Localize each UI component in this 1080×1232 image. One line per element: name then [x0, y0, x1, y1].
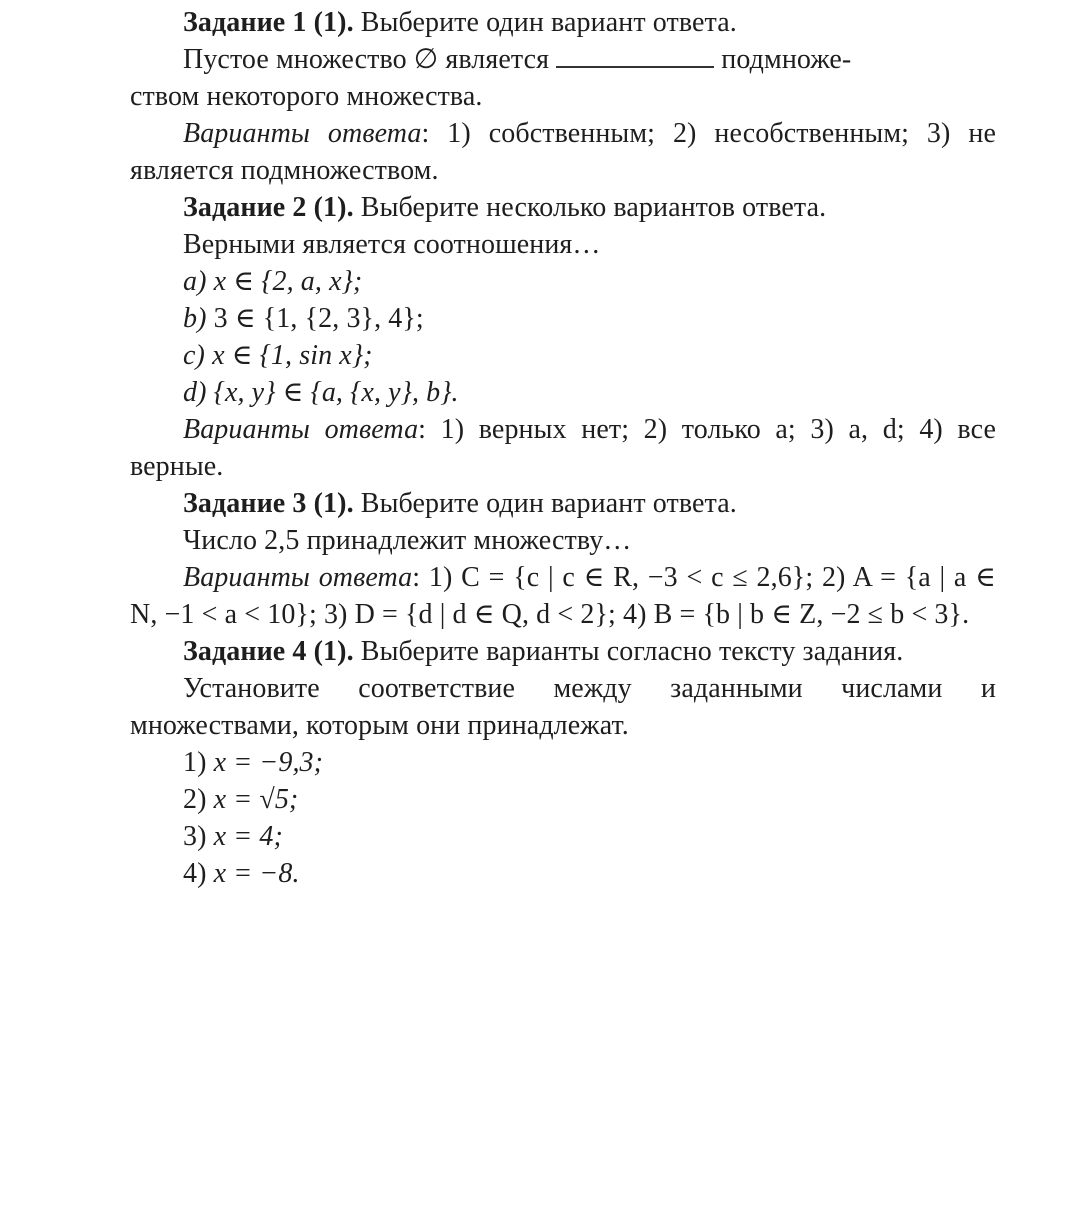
task-3-question: Число 2,5 принадлежит множеству… — [183, 525, 632, 556]
task-1-question-after-blank: подмноже- — [721, 44, 852, 75]
task-3-answer-2: 2) A = {a | a ∈ N, −1 < a < 10}; — [130, 562, 996, 630]
task-1-instruction: Выберите один вариант ответа. — [360, 7, 737, 38]
task-1-answers — [130, 115, 996, 189]
task-4-question: Установите соответствие между заданными числами и множествами, которым они принадлежат. — [130, 673, 996, 741]
task-1-answers-label: Варианты ответа — [183, 118, 422, 149]
answer-blank — [556, 44, 714, 68]
task-1-question-continuation: ством некоторого множества. — [130, 81, 483, 112]
task-3-instruction: Выберите один вариант ответа. — [360, 488, 737, 519]
task-1-header — [130, 4, 996, 41]
task-1-question-before-blank: Пустое множество ∅ является — [183, 44, 550, 75]
task-2-header — [130, 189, 996, 226]
task-2-answer-4: 4) все верные. — [130, 414, 996, 482]
task-1-title: Задание 1 (1). — [183, 7, 354, 38]
task-1-answers-text: : 1) собственным; 2) несобственным; 3) не является подмножеством. — [130, 118, 996, 186]
task-3-answer-4: 4) B = {b | b ∈ Z, −2 ≤ b < 3}. — [623, 599, 970, 630]
item-label: 3) — [183, 821, 207, 852]
task-2-answer-2: 2) только a; — [643, 414, 796, 445]
item-label: a) — [183, 266, 207, 297]
task-2-answers-label: Варианты ответа — [183, 414, 419, 445]
task-4-item-1 — [130, 744, 996, 781]
item-text: x = −9,3; — [213, 747, 324, 778]
task-4-item-3 — [130, 818, 996, 855]
item-text: x = −8. — [213, 858, 300, 889]
task-2-answers: Варианты ответа: 1) верных нет; 2) только a; 3) a, d; 4) все верные. — [130, 414, 996, 482]
task-3-answer-3: 3) D = {d | d ∈ Q, d < 2}; — [323, 599, 616, 630]
item-label: d) — [183, 377, 207, 408]
item-label: b) — [183, 303, 207, 334]
document-page — [130, 4, 996, 892]
task-2-answer-1: 1) верных нет; — [440, 414, 630, 445]
item-label: c) — [183, 340, 205, 371]
task-2-title: Задание 2 (1). — [183, 192, 354, 223]
task-2-item-d — [130, 374, 996, 411]
task-3-header — [130, 485, 996, 522]
task-3-answer-1: 1) C = {c | c ∈ R, −3 < c ≤ 2,6}; — [428, 562, 814, 593]
task-3-title: Задание 3 (1). — [183, 488, 354, 519]
item-label: 4) — [183, 858, 207, 889]
item-text: 3 ∈ {1, {2, 3}, 4}; — [213, 303, 424, 334]
task-3-answers: Варианты ответа: 1) C = {c | c ∈ R, −3 < c ≤ 2,6}; 2) A = {a | a ∈ N, −1 < a < 10}; 3) D = {d | d ∈ Q, d < 2}; 4) B = {b | b ∈ Z, −2 ≤ b < 3}. — [130, 562, 996, 630]
item-text: x = √5; — [213, 784, 299, 815]
item-label: 1) — [183, 747, 207, 778]
item-text: {x, y} ∈ {a, {x, y}, b}. — [213, 377, 459, 408]
task-2-item-b — [130, 300, 996, 337]
task-2-question: Верными является соотношения… — [183, 229, 601, 260]
item-text: x ∈ {1, sin x}; — [212, 340, 373, 371]
task-2-item-a — [130, 263, 996, 300]
task-2-item-c — [130, 337, 996, 374]
item-label: 2) — [183, 784, 207, 815]
item-text: x ∈ {2, a, x}; — [213, 266, 363, 297]
task-4-title: Задание 4 (1). — [183, 636, 354, 667]
task-3-answers-label: Варианты ответа — [183, 562, 413, 593]
task-4-item-4 — [130, 855, 996, 892]
item-text: x = 4; — [213, 821, 283, 852]
task-1-question — [130, 41, 996, 115]
task-4-header — [130, 633, 996, 670]
task-4-item-2 — [130, 781, 996, 818]
task-2-instruction: Выберите несколько вариантов ответа. — [360, 192, 827, 223]
task-2-answer-3: 3) a, d; — [810, 414, 905, 445]
task-4-instruction: Выберите варианты согласно тексту задания. — [360, 636, 904, 667]
